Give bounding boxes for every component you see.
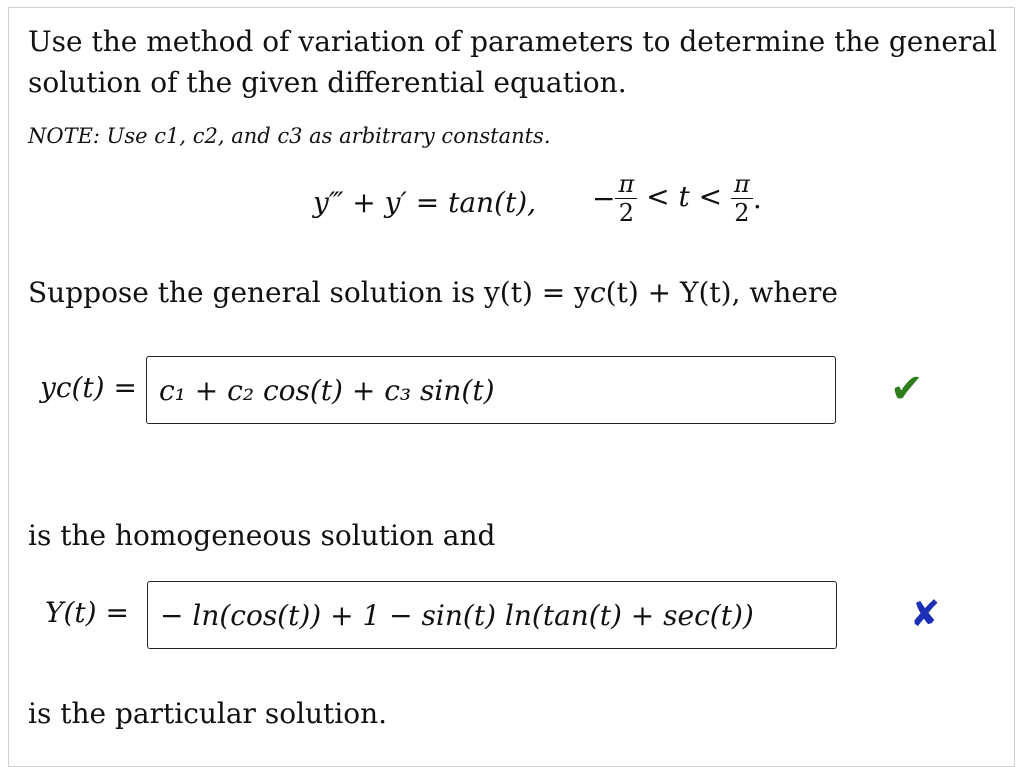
note-text: NOTE: Use c1, c2, and c3 as arbitrary constants.	[28, 124, 551, 148]
problem-line-1: Use the method of variation of parameters to determine the general	[28, 25, 997, 58]
particular-caption: is the particular solution.	[28, 697, 388, 730]
particular-answer-value: − ln(cos(t)) + 1 − sin(t) ln(tan(t) + sec(t))	[160, 598, 754, 632]
interval-fraction-left: $\frac{\pi}{2}$	[615, 170, 637, 227]
homogeneous-answer-field[interactable]	[146, 356, 836, 424]
equation-left: y‴ + y′ = tan(t),	[313, 186, 537, 219]
incorrect-cross-icon: ✘	[910, 594, 941, 635]
interval	[592, 172, 762, 229]
particular-answer-field[interactable]	[147, 581, 837, 649]
interval-minus: −	[592, 182, 616, 215]
interval-fraction-right: $\frac{\pi}{2}$	[731, 170, 753, 227]
differential-equation	[313, 186, 536, 219]
suppose-text: Suppose the general solution is y(t) = y𝑐(t) + Y(t), where	[28, 276, 838, 309]
interval-period: .	[752, 182, 762, 215]
homogeneous-label: y𝑐(t) =	[40, 371, 137, 404]
particular-label: Y(t) =	[45, 596, 129, 629]
interval-middle: < t <	[646, 180, 723, 213]
homogeneous-caption: is the homogeneous solution and	[28, 519, 496, 552]
homogeneous-answer-value: c₁ + c₂ cos(t) + c₃ sin(t)	[159, 373, 495, 407]
correct-check-icon: ✔	[890, 366, 924, 412]
problem-line-2: solution of the given differential equation.	[28, 66, 627, 99]
